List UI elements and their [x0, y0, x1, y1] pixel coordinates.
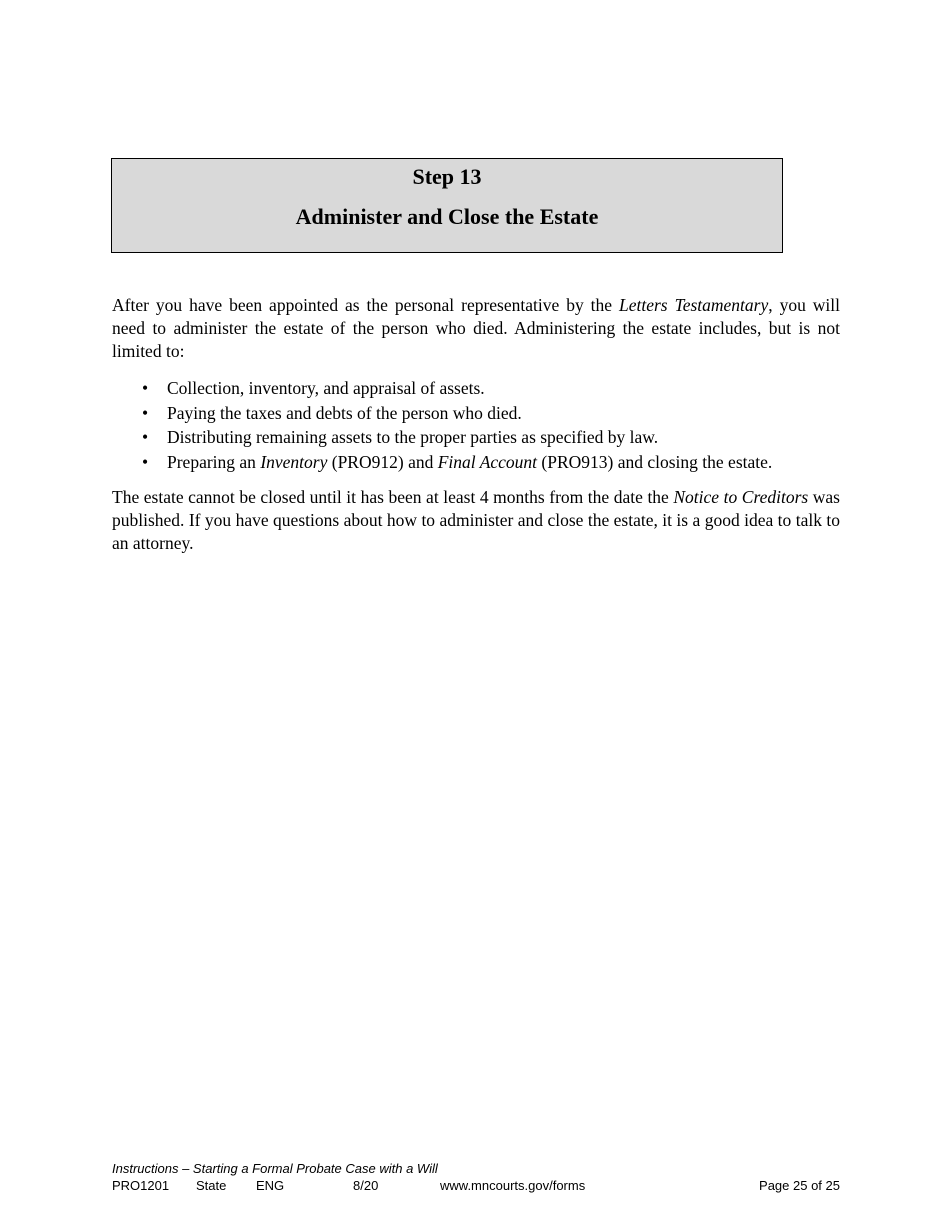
bullet-icon: •: [142, 378, 149, 398]
inventory-form-name: Inventory: [260, 451, 328, 472]
list-item-text: (PRO912) and: [327, 451, 438, 472]
intro-text-1: After you have been appointed as the personal representative by the: [112, 295, 619, 315]
letters-testamentary-text: Letters Testamentary: [619, 295, 769, 315]
bullet-icon: •: [142, 427, 149, 447]
notice-to-creditors-text: Notice to Creditors: [673, 487, 809, 507]
page-number: Page 25 of 25: [759, 1178, 840, 1193]
list-item: [112, 401, 840, 426]
list-item-text: Collection, inventory, and appraisal of assets.: [167, 378, 485, 398]
closing-paragraph: [112, 486, 840, 555]
intro-paragraph: [112, 294, 840, 363]
closing-text-2: was published. If you have questions about how to administer and close the estate, it is a good idea to talk to an attorney.: [112, 487, 840, 553]
closing-text-1: The estate cannot be closed until it has been at least 4 months from the date the: [112, 487, 674, 507]
list-item: [112, 425, 840, 450]
list-item-text: Distributing remaining assets to the proper parties as specified by law.: [167, 427, 659, 447]
list-item-text: Preparing an: [167, 451, 261, 472]
list-item-text: Paying the taxes and debts of the person who died.: [167, 402, 522, 423]
bullet-icon: •: [142, 402, 149, 423]
footer-title: Instructions – Starting a Formal Probate Case with a Will: [112, 1161, 438, 1176]
step-title: Administer and Close the Estate: [295, 204, 599, 229]
intro-text-2: , you will need to administer the estate of the person who died. Administering the estate includes, but is not limited to:: [112, 295, 840, 361]
forms-url: www.mncourts.gov/forms: [440, 1178, 586, 1193]
footer-info-row: [112, 1177, 840, 1194]
final-account-form-name: Final Account: [437, 451, 538, 472]
bullet-icon: •: [142, 451, 149, 472]
list-item-text: (PRO913) and closing the estate.: [537, 451, 773, 472]
language-code: ENG: [256, 1178, 285, 1193]
form-code: PRO1201: [112, 1178, 170, 1193]
step-number: Step 13: [412, 164, 482, 189]
list-item: [112, 376, 840, 401]
list-item: [112, 450, 840, 475]
step-header-box: [111, 158, 783, 253]
task-list: [112, 376, 840, 474]
revision-date: 8/20: [353, 1178, 379, 1193]
jurisdiction: State: [196, 1178, 227, 1193]
